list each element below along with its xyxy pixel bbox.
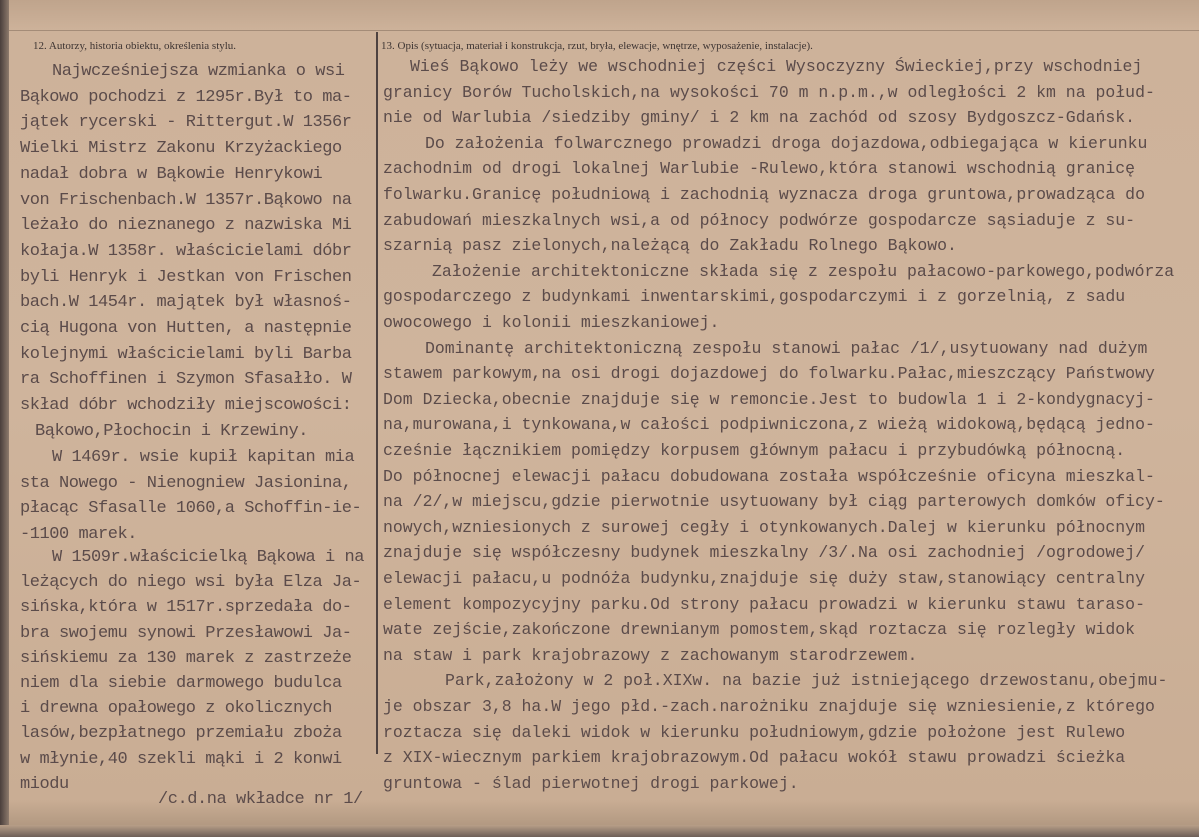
- text-line: folwarku.Granicę południową i zachodnią wyznacza droga gruntowa,prowadząca do: [383, 186, 1145, 205]
- text-line: jątek rycerski - Rittergut.W 1356r: [20, 113, 352, 133]
- column-divider: [376, 32, 378, 754]
- text-line: nie od Warlubia /siedziby gminy/ i 2 km na zachód od szosy Bydgoszcz-Gdańsk.: [383, 109, 1136, 129]
- text-line: leżących do niego wsi była Elza Ja-: [20, 573, 362, 593]
- text-line: nadał dobra w Bąkowie Henrykowi: [20, 164, 323, 184]
- text-line: na /2/,w miejscu,gdzie pierwotnie usytuowany był ciąg parterowych domków oficy-: [383, 493, 1165, 513]
- text-line: Wieś Bąkowo leży we wschodniej części Wysoczyzny Świeckiej,przy wschodniej: [410, 58, 1143, 77]
- text-line: Dom Dziecka,obecnie znajduje się w remoncie.Jest to budowla 1 i 2-kondygnacyj-: [383, 390, 1155, 410]
- text-line: nowych,wzniesionych z surowej cegły i otynkowanych.Dalej w kierunku północnym: [383, 518, 1145, 538]
- text-line: kolejnymi właścicielami byli Barba: [20, 344, 352, 364]
- text-line: sińskiemu za 130 marek z zastrzeże: [20, 648, 352, 668]
- text-line: sta Nowego - Nienogniew Jasionina,: [20, 473, 352, 493]
- text-line: byli Henryk i Jestkan von Frischen: [20, 267, 352, 287]
- text-line: stawem parkowym,na osi drogi dojazdowej do folwarku.Pałac,mieszczący Państwowy: [383, 365, 1155, 385]
- text-line: elewacji pałacu,u podnóża budynku,znajduje się duży staw,stanowiący centralny: [383, 570, 1145, 589]
- text-line: skład dóbr wchodziły miejscowości:: [20, 396, 352, 416]
- text-line: na,murowana,i tynkowana,w całości podpiwniczona,z wieżą widokową,będącą jedno-: [383, 416, 1155, 436]
- text-line: Do założenia folwarcznego prowadzi droga dojazdowa,odbiegająca w kierunku: [425, 134, 1148, 154]
- section-13-heading: 13. Opis (sytuacja, materiał i konstrukcja, rzut, bryła, elewacje, wnętrze, wyposażenie, instalacje).: [381, 40, 813, 52]
- text-line: Najwcześniejsza wzmianka o wsi: [52, 62, 345, 81]
- text-line: Dominantę architektoniczną zespołu stanowi pałac /1/,usytuowany nad dużym: [425, 339, 1148, 359]
- text-line: je obszar 3,8 ha.W jego płd.-zach.narożniku znajduje się wzniesienie,z którego: [383, 698, 1155, 717]
- text-line: W 1509r.właścicielką Bąkowa i na: [52, 548, 365, 567]
- text-line: W 1469r. wsie kupił kapitan mia: [52, 448, 355, 467]
- text-line: sińska,która w 1517r.sprzedała do-: [20, 598, 352, 618]
- text-line: Park,założony w 2 poł.XIXw. na bazie już istniejącego drzewostanu,obejmu-: [445, 672, 1168, 692]
- text-line: wate zejście,zakończone drewnianym pomostem,skąd roztacza się rozległy widok: [383, 621, 1136, 641]
- continuation-note: /c.d.na wkładce nr 1/: [158, 790, 363, 809]
- paper-edge-left: [0, 0, 9, 837]
- text-line: płacąc Sfasalle 1060,a Schoffin-ie-: [20, 499, 362, 519]
- text-line: zachodnim od drogi lokalnej Warlubie -Rulewo,która stanowi wschodnią granicę: [383, 160, 1136, 180]
- text-line: owocowego i kolonii mieszkaniowej.: [383, 314, 720, 333]
- text-line: lasów,bezpłatnego przemiału zboża: [20, 724, 342, 744]
- text-line: gruntowa - ślad pierwotnej drogi parkowej.: [383, 774, 799, 794]
- paper-edge-bottom: [0, 825, 1199, 837]
- text-line: szarnią pasz zielonych,należącą do Zakładu Rolnego Bąkowo.: [383, 237, 957, 257]
- text-line: z XIX-wiecznym parkiem krajobrazowym.Od pałacu wokół stawu prowadzi ścieżka: [383, 749, 1126, 769]
- text-line: cią Hugona von Hutten, a następnie: [20, 319, 352, 338]
- text-line: miodu: [20, 774, 69, 794]
- text-line: i drewna opałowego z okolicznych: [20, 699, 333, 719]
- text-line: na staw i park krajobrazowy z zachowanym starodrzewem.: [383, 646, 918, 666]
- text-line: Bąkowo,Płochocin i Krzewiny.: [35, 421, 309, 441]
- text-line: cześnie łącznikiem pomiędzy korpusem głównym pałacu i przybudówką północną.: [383, 442, 1126, 461]
- text-line: -1100 marek.: [20, 525, 138, 545]
- text-line: zabudowań mieszkalnych wsi,a od północy podwórze gospodarcze sąsiaduje z su-: [383, 211, 1136, 231]
- text-line: znajduje się współczesny budynek mieszkalny /3/.Na osi zachodniej /ogrodowej/: [383, 544, 1145, 564]
- text-line: niem dla siebie darmowego budulca: [20, 674, 342, 693]
- form-top-rule: [9, 30, 1199, 31]
- section-12-heading: 12. Autorzy, historia obiektu, określenia stylu.: [33, 40, 237, 52]
- text-line: roztacza się daleki widok w kierunku południowym,gdzie położone jest Rulewo: [383, 723, 1126, 743]
- text-line: ra Schoffinen i Szymon Sfasałło. W: [20, 370, 352, 390]
- text-line: granicy Borów Tucholskich,na wysokości 70 m n.p.m.,w odległości 2 km na połud-: [383, 83, 1155, 103]
- text-line: bach.W 1454r. majątek był własnoś-: [20, 293, 352, 313]
- text-line: leżało do nieznanego z nazwiska Mi: [20, 216, 352, 236]
- text-line: kołaja.W 1358r. właścicielami dóbr: [20, 241, 352, 261]
- text-line: von Frischenbach.W 1357r.Bąkowo na: [20, 190, 352, 210]
- text-line: Założenie architektoniczne składa się z zespołu pałacowo-parkowego,podwórza: [432, 262, 1175, 282]
- text-line: Bąkowo pochodzi z 1295r.Był to ma-: [20, 87, 352, 107]
- text-line: bra swojemu synowi Przesławowi Ja-: [20, 623, 352, 643]
- text-line: gospodarczego z budynkami inwentarskimi,gospodarczymi i z gorzelnią, z sadu: [383, 288, 1126, 308]
- text-line: w młynie,40 szekli mąki i 2 konwi: [20, 749, 342, 769]
- text-line: Do północnej elewacji pałacu dobudowana została współcześnie oficyna mieszkal-: [383, 467, 1155, 487]
- text-line: Wielki Mistrz Zakonu Krzyżackiego: [20, 139, 342, 159]
- text-line: element kompozycyjny parku.Od strony pałacu prowadzi w kierunku stawu taraso-: [383, 595, 1145, 615]
